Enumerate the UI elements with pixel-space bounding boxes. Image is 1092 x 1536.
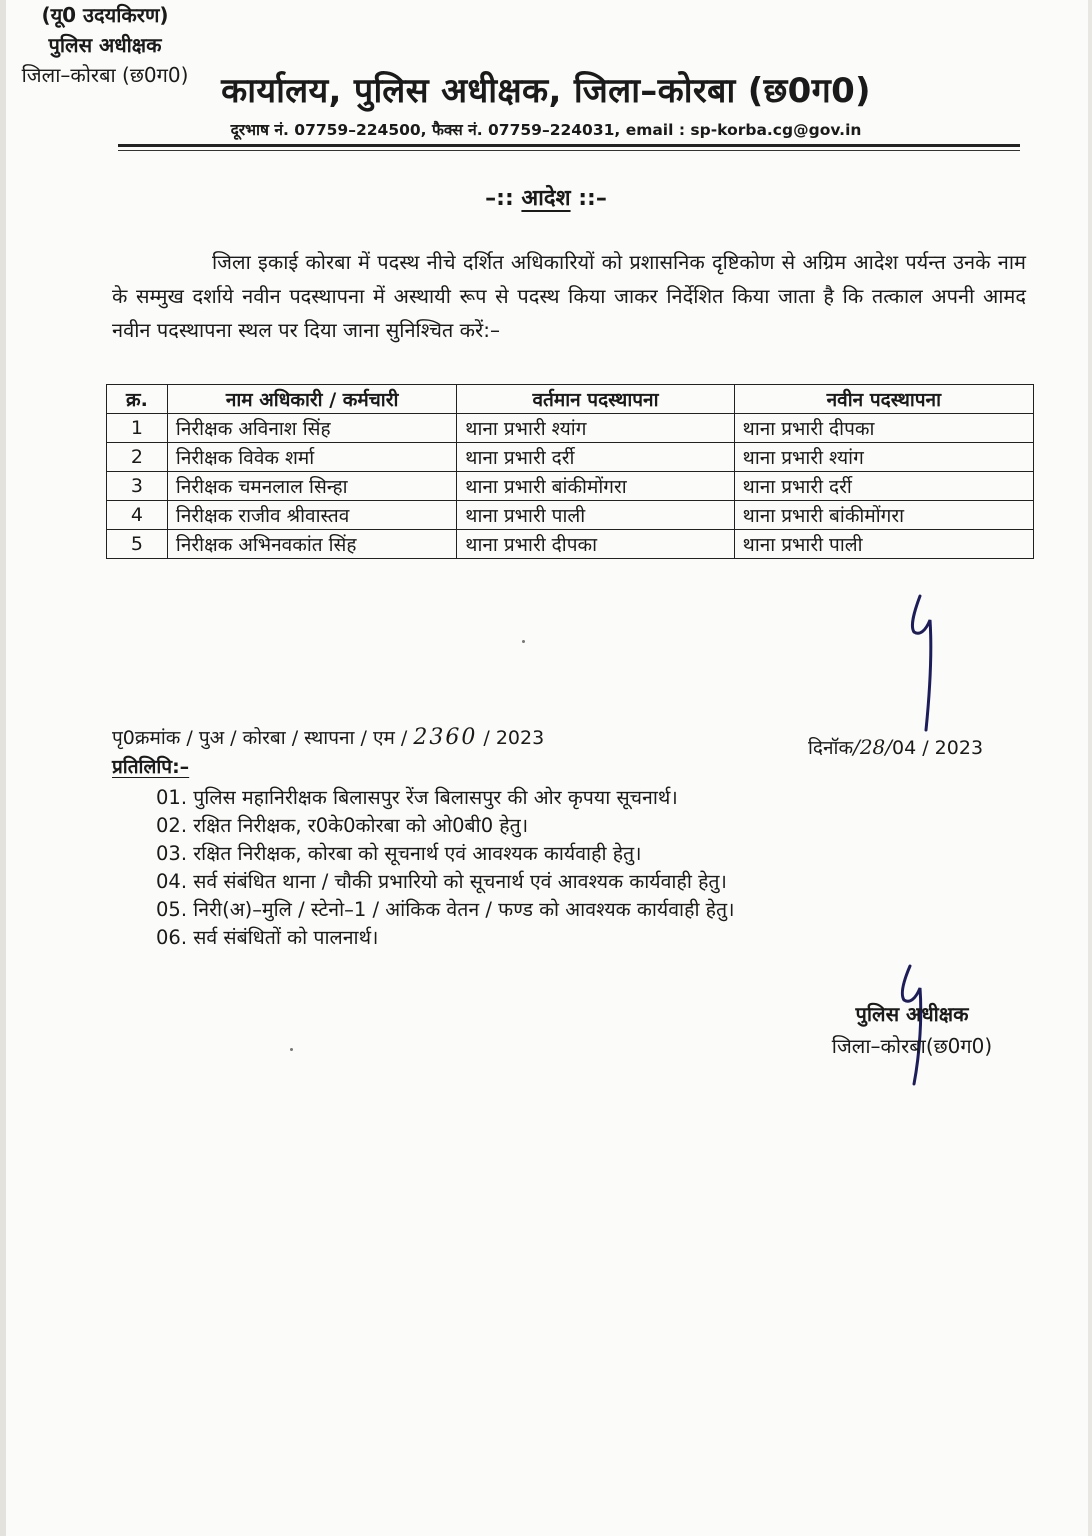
cell-sn: 2: [107, 443, 168, 472]
page-edge-shadow: [0, 0, 6, 1536]
cell-current-posting: थाना प्रभारी बांकीमोंगरा: [457, 472, 734, 501]
handwritten-signature-1: [896, 590, 956, 740]
cell-name: निरीक्षक राजीव श्रीवास्तव: [167, 501, 456, 530]
order-heading-prefix: –::: [485, 186, 514, 211]
cell-name: निरीक्षक विवेक शर्मा: [167, 443, 456, 472]
reference-prefix: पृ0क्रमांक / पुअ / कोरबा / स्थापना / एम /: [112, 727, 408, 749]
table-row: [107, 472, 1034, 501]
page-edge-shadow-right: [1088, 0, 1092, 1536]
list-item: 03. रक्षित निरीक्षक, कोरबा को सूचनार्थ एवं आवश्यक कार्यवाही हेतु।: [156, 842, 642, 865]
table-row: [107, 501, 1034, 530]
signatory-name: (यू0 उदयकिरण): [41, 3, 169, 27]
cell-current-posting: थाना प्रभारी दर्री: [457, 443, 734, 472]
column-header-new-posting: नवीन पदस्थापना: [734, 385, 1033, 414]
cell-new-posting: थाना प्रभारी श्यांग: [734, 443, 1033, 472]
transfer-table: [106, 384, 1034, 559]
copy-to-list: [156, 784, 916, 952]
cell-new-posting: थाना प्रभारी बांकीमोंगरा: [734, 501, 1033, 530]
paper-speck: [290, 1048, 293, 1051]
signatory-designation-2: पुलिस अधीक्षक: [855, 1002, 969, 1026]
table-row: [107, 414, 1034, 443]
table-header-row: [107, 385, 1034, 414]
cell-new-posting: थाना प्रभारी पाली: [734, 530, 1033, 559]
date-label: दिनॉक: [808, 737, 854, 759]
column-header-current-posting: वर्तमान पदस्थापना: [457, 385, 734, 414]
order-heading-word: आदेश: [521, 186, 571, 211]
cell-new-posting: थाना प्रभारी दीपका: [734, 414, 1033, 443]
header-rule-thin: [118, 150, 1020, 151]
paper-speck: [522, 640, 525, 643]
copy-to-heading: प्रतिलिपि:–: [112, 756, 190, 778]
column-header-name: नाम अधिकारी / कर्मचारी: [167, 385, 456, 414]
order-intro-paragraph: जिला इकाई कोरबा में पदस्थ नीचे दर्शित अधिकारियों को प्रशासनिक दृष्टिकोण से अग्रिम आदेश पर्यन्त उनके नाम के सम्मुख दर्शाये नवीन पदस्थापना में अस्थायी रूप से पदस्थ किया जाकर निर्देशित किया जाता है कि तत्काल अपनी आमद नवीन पदस्थापना स्थल पर दिया जाना सुनिश्चित करें:–: [112, 250, 1026, 342]
signature-block-2: [812, 998, 1012, 1062]
cell-new-posting: थाना प्रभारी दर्री: [734, 472, 1033, 501]
list-item: 02. रक्षित निरीक्षक, र0के0कोरबा को ओ0बी0 हेतु।: [156, 814, 529, 837]
cell-current-posting: थाना प्रभारी पाली: [457, 501, 734, 530]
date-rest: 04 / 2023: [892, 737, 984, 759]
table-row: [107, 443, 1034, 472]
office-title: कार्यालय, पुलिस अधीक्षक, जिला–कोरबा (छ0ग0): [221, 71, 871, 111]
column-header-sn: क्र.: [107, 385, 168, 414]
cell-sn: 1: [107, 414, 168, 443]
order-date: [808, 734, 983, 760]
list-item: 05. निरी(अ)–मुलि / स्टेनो–1 / आंकिक वेतन / फण्ड को आवश्यक कार्यवाही हेतु।: [156, 898, 735, 921]
cell-name: निरीक्षक अविनाश सिंह: [167, 414, 456, 443]
reference-year: / 2023: [483, 727, 545, 749]
signatory-district: जिला–कोरबा (छ0ग0): [21, 63, 189, 87]
cell-sn: 5: [107, 530, 168, 559]
cell-name: निरीक्षक चमनलाल सिन्हा: [167, 472, 456, 501]
cell-sn: 3: [107, 472, 168, 501]
cell-current-posting: थाना प्रभारी श्यांग: [457, 414, 734, 443]
signatory-district-2: जिला–कोरबा(छ0ग0): [831, 1034, 993, 1058]
reference-number: [112, 724, 544, 750]
cell-name: निरीक्षक अभिनवकांत सिंह: [167, 530, 456, 559]
table-row: [107, 530, 1034, 559]
list-item: 04. सर्व संबंधित थाना / चौकी प्रभारियो को सूचनार्थ एवं आवश्यक कार्यवाही हेतु।: [156, 870, 727, 893]
contact-line: दूरभाष नं. 07759–224500, फैक्स नं. 07759–224031, email : sp-korba.cg@gov.in: [230, 121, 862, 139]
header-rule-thick: [118, 144, 1020, 147]
cell-sn: 4: [107, 501, 168, 530]
order-heading-suffix: ::–: [578, 186, 607, 211]
order-heading: [0, 182, 1092, 212]
list-item: 06. सर्व संबंधितों को पालनार्थ।: [156, 926, 379, 949]
list-item: 01. पुलिस महानिरीक्षक बिलासपुर रेंज बिलासपुर की ओर कृपया सूचनार्थ।: [156, 786, 678, 809]
date-handwritten-day: /28/: [853, 735, 893, 759]
cell-current-posting: थाना प्रभारी दीपका: [457, 530, 734, 559]
signatory-designation: पुलिस अधीक्षक: [48, 33, 162, 57]
reference-handwritten-number: 2360: [413, 725, 478, 750]
